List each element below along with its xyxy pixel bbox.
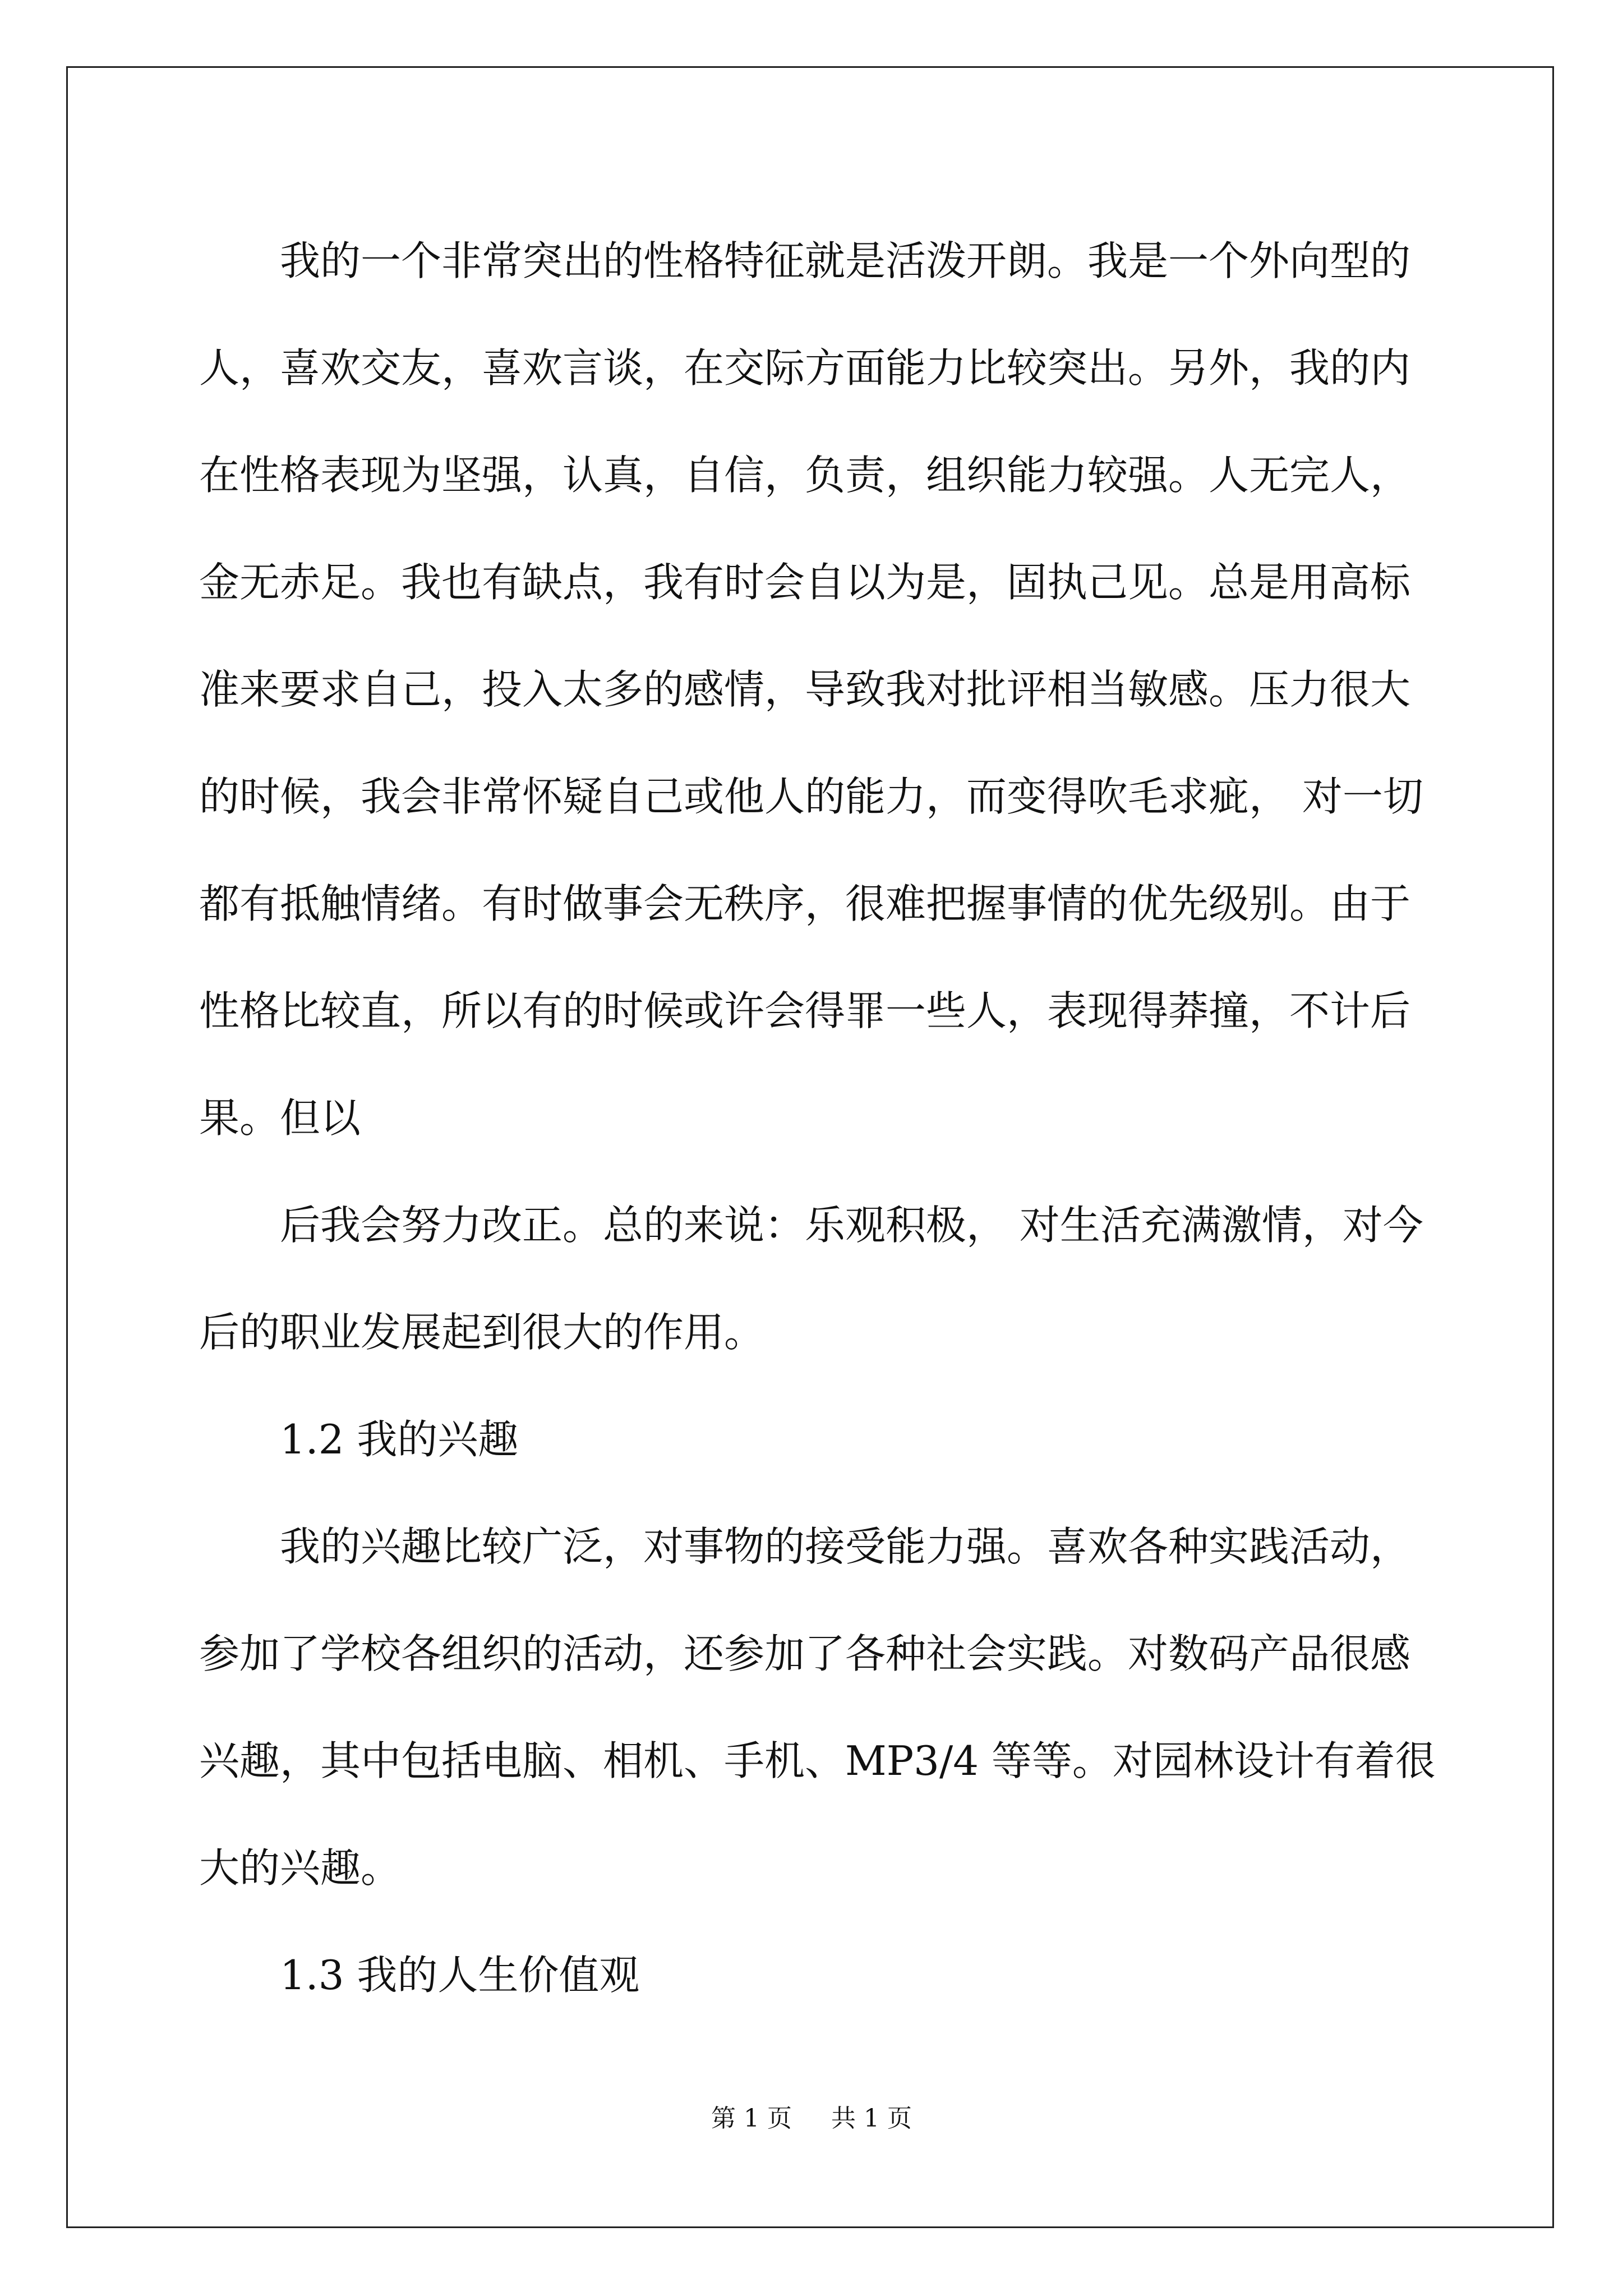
text-line: 我的兴趣比较广泛，对事物的接受能力强。喜欢各种实践活动，: [280, 1523, 1411, 1570]
section-heading-interests: 1.2 我的兴趣: [280, 1416, 519, 1463]
page-number-total: 共 1 页: [831, 2104, 912, 2133]
page-footer: [0, 2098, 1623, 2134]
text-line: 大的兴趣。: [199, 1844, 402, 1892]
text-line: 的时候，我会非常怀疑自己或他人的能力，而变得吹毛求疵， 对一切: [199, 773, 1423, 820]
text-line: 兴趣，其中包括电脑、相机、手机、MP3/4 等等。对园林设计有着很: [199, 1737, 1436, 1784]
text-line: 都有抵触情绪。有时做事会无秩序，很难把握事情的优先级别。由于: [199, 880, 1411, 927]
text-line: 后我会努力改正。总的来说：乐观积极， 对生活充满激情，对今: [280, 1202, 1423, 1249]
document-body: [199, 208, 1436, 2029]
text-line: 果。但以: [199, 1094, 361, 1142]
text-line: 后的职业发展起到很大的作用。: [199, 1309, 765, 1356]
page-number-current: 第 1 页: [711, 2104, 792, 2133]
text-line: 准来要求自己，投入太多的感情，导致我对批评相当敏感。压力很大: [199, 666, 1411, 713]
text-line: 人，喜欢交友，喜欢言谈，在交际方面能力比较突出。另外，我的内: [199, 344, 1411, 392]
text-line: 金无赤足。我也有缺点，我有时会自以为是，固执己见。总是用高标: [199, 559, 1411, 606]
text-line: 在性格表现为坚强，认真，自信，负责，组织能力较强。人无完人，: [199, 452, 1411, 499]
text-line: 性格比较直，所以有的时候或许会得罪一些人，表现得莽撞，不计后: [199, 987, 1411, 1034]
paragraph-conclusion: [199, 1172, 1422, 1386]
text-line: 我的一个非常突出的性格特征就是活泼开朗。我是一个外向型的: [280, 237, 1411, 284]
paragraph-personality: [199, 208, 1422, 1172]
text-line: 参加了学校各组织的活动，还参加了各种社会实践。对数码产品很感: [199, 1630, 1411, 1677]
paragraph-interests: [199, 1493, 1436, 1922]
section-heading-values: 1.3 我的人生价值观: [280, 1952, 640, 1999]
